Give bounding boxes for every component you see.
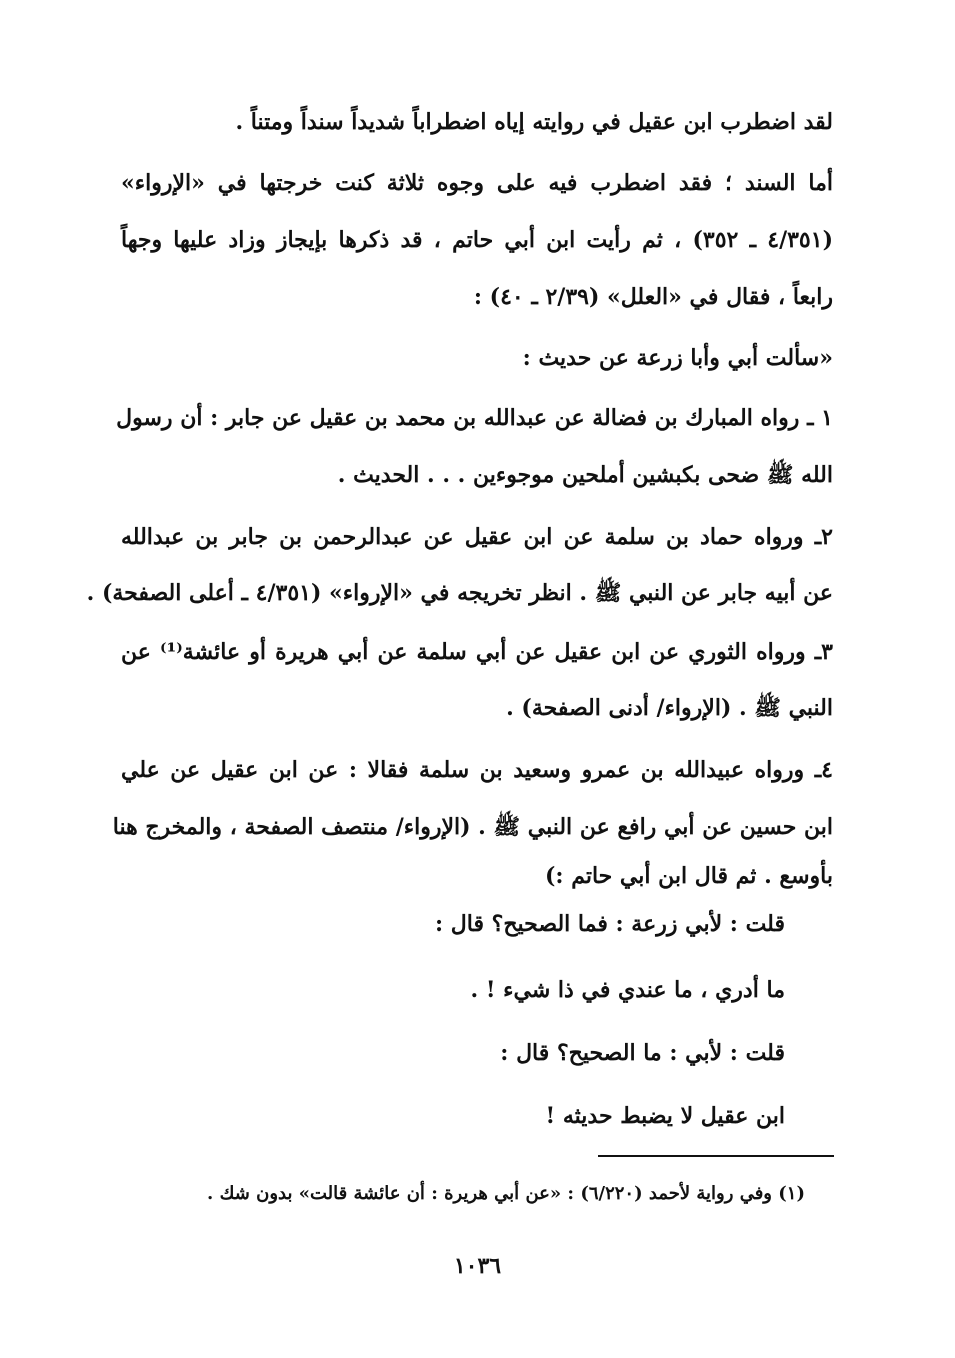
- text-line-9: عن أبيه جابر عن النبي ﷺ . انظر تخريجه في «الإرواء» (٤/٣٥١ ـ أعلى الصفحة) .: [86, 580, 833, 606]
- text-line-14: بأوسع . ثم قال ابن أبي حاتم :): [545, 863, 833, 889]
- text-line-4: رابعاً ، فقال في «العلل» (٢/٣٩ ـ ٤٠) :: [473, 284, 833, 310]
- text-line-5: «سألت أبي وأبا زرعة عن حديث :: [522, 345, 833, 371]
- text-line-16: ما أدري ، ما عندي في ذا شيء ! .: [470, 977, 785, 1003]
- page-number: ١٠٣٦: [453, 1253, 502, 1279]
- text-line-7: الله ﷺ ضحى بكبشين أملحين موجوءين . . . الحديث .: [337, 462, 833, 488]
- text-line-12: ٤ـ ورواه عبيدالله بن عمرو وسعيد بن سلمة فقالا : عن ابن عقيل عن علي: [121, 757, 833, 783]
- text-line-15: قلت : لأبي زرعة : فما الصحيح؟ قال :: [435, 911, 785, 937]
- footnote-separator: [598, 1155, 834, 1157]
- text-line-2: أما السند ؛ فقد اضطرب فيه على وجوه ثلاثة كنت خرجتها في «الإرواء»: [121, 170, 833, 196]
- text-line-11: النبي ﷺ . (الإرواء/ أدنى الصفحة) .: [506, 695, 833, 721]
- text-line-17: قلت : لأبي : ما الصحيح؟ قال :: [500, 1040, 785, 1066]
- text-line-1: لقد اضطرب ابن عقيل في روايته إياه اضطراباً شديداً سنداً ومتناً .: [235, 109, 833, 135]
- text-line-13: ابن حسين عن أبي رافع عن النبي ﷺ . (الإرواء/ منتصف الصفحة ، والمخرج هنا: [112, 814, 833, 840]
- footnote: (١) وفي رواية لأحمد (٦/٢٢٠) : «عن أبي هريرة : أن عائشة قالت» بدون شك .: [207, 1183, 805, 1204]
- text-line-10: ٣ـ ورواه الثوري عن ابن عقيل عن أبي سلمة عن أبي هريرة أو عائشة⁽¹⁾ عن: [121, 639, 833, 665]
- text-line-18: ابن عقيل لا يضبط حديثه !: [545, 1103, 785, 1129]
- text-line-3: (٤/٣٥١ ـ ٣٥٢) ، ثم رأيت ابن أبي حاتم ، قد ذكرها بإيجاز وزاد عليها وجهاً: [121, 227, 833, 253]
- text-line-6: ١ ـ رواه المبارك بن فضالة عن عبدالله بن محمد بن عقيل عن جابر : أن رسول: [116, 405, 833, 431]
- text-line-8: ٢ـ ورواه حماد بن سلمة عن ابن عقيل عن عبدالرحمن بن جابر بن عبدالله: [121, 524, 833, 550]
